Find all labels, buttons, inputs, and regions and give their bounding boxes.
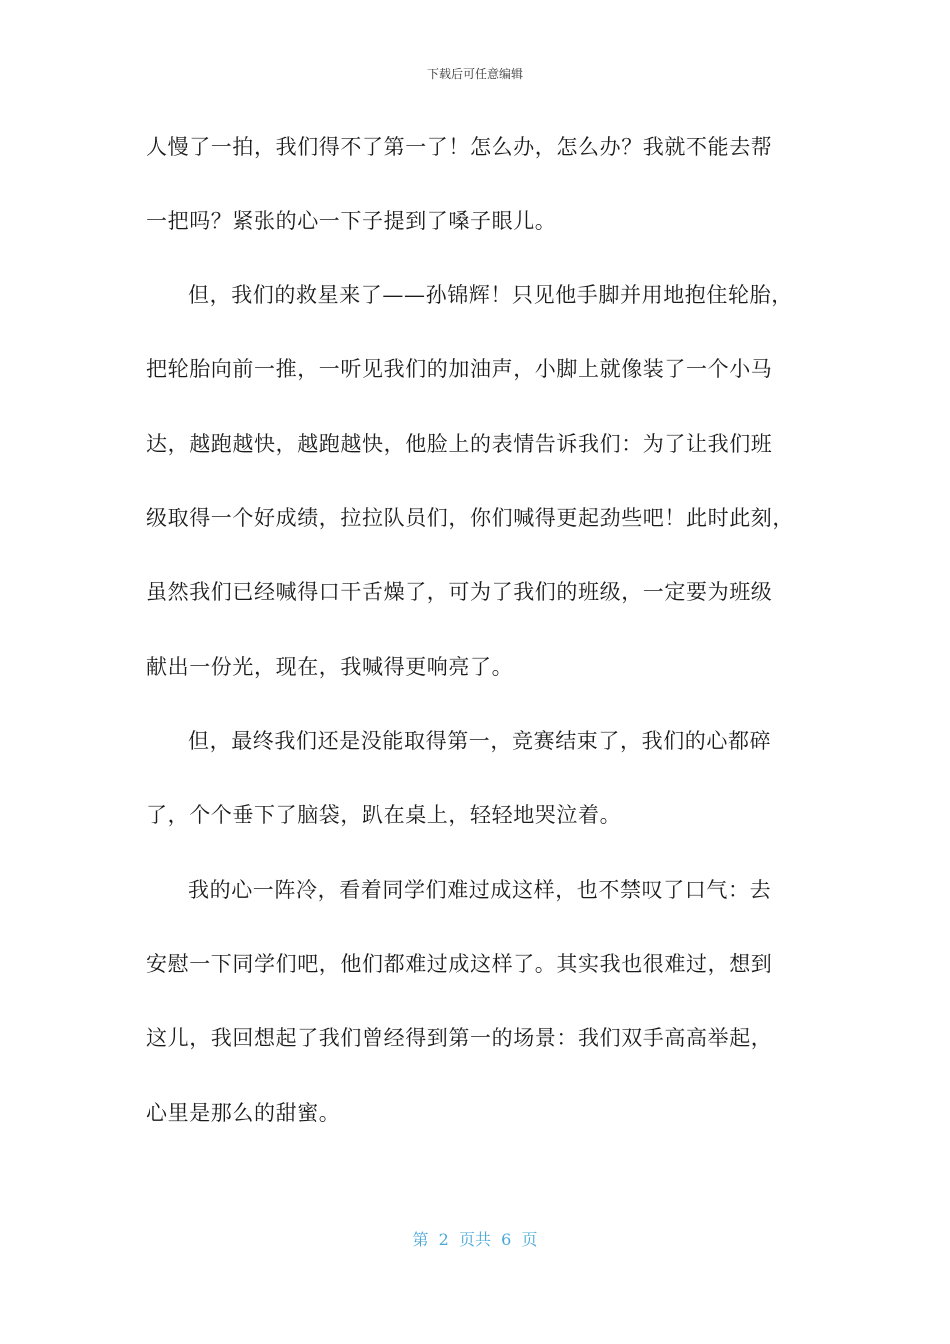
page-header-note: 下载后可任意编辑: [426, 67, 523, 81]
paragraph-line: 安慰一下同学们吧，他们都难过成这样了。其实我也很难过，想到: [146, 952, 773, 976]
paragraph-line: 虽然我们已经喊得口干舌燥了，可为了我们的班级，一定要为班级: [146, 580, 773, 604]
page-number-footer: 第 2 页共 6 页: [412, 1230, 538, 1249]
paragraph-line: 献出一份光，现在，我喊得更响亮了。: [146, 655, 514, 679]
paragraph-line: 我的心一阵冷，看着同学们难过成这样，也不禁叹了口气：去: [188, 878, 772, 902]
paragraph-line: 一把吗？紧张的心一下子提到了嗓子眼儿。: [146, 209, 557, 233]
paragraph-line: 了，个个垂下了脑袋，趴在桌上，轻轻地哭泣着。: [146, 803, 622, 827]
paragraph-line: 心里是那么的甜蜜。: [146, 1101, 341, 1125]
paragraph-line: 达，越跑越快，越跑越快，他脸上的表情告诉我们：为了让我们班: [146, 432, 773, 456]
paragraph-line: 但，我们的救星来了——孙锦辉！只见他手脚并用地抱住轮胎，: [188, 283, 793, 307]
paragraph-line: 这儿，我回想起了我们曾经得到第一的场景：我们双手高高举起，: [146, 1026, 773, 1050]
paragraph-line: 但，最终我们还是没能取得第一，竞赛结束了，我们的心都碎: [188, 729, 772, 753]
paragraph-line: 级取得一个好成绩，拉拉队员们，你们喊得更起劲些吧！此时此刻，: [146, 506, 794, 530]
paragraph-line: 把轮胎向前一推，一听见我们的加油声，小脚上就像装了一个小马: [146, 357, 773, 381]
paragraph-line: 人慢了一拍，我们得不了第一了！怎么办，怎么办？我就不能去帮: [146, 135, 773, 159]
